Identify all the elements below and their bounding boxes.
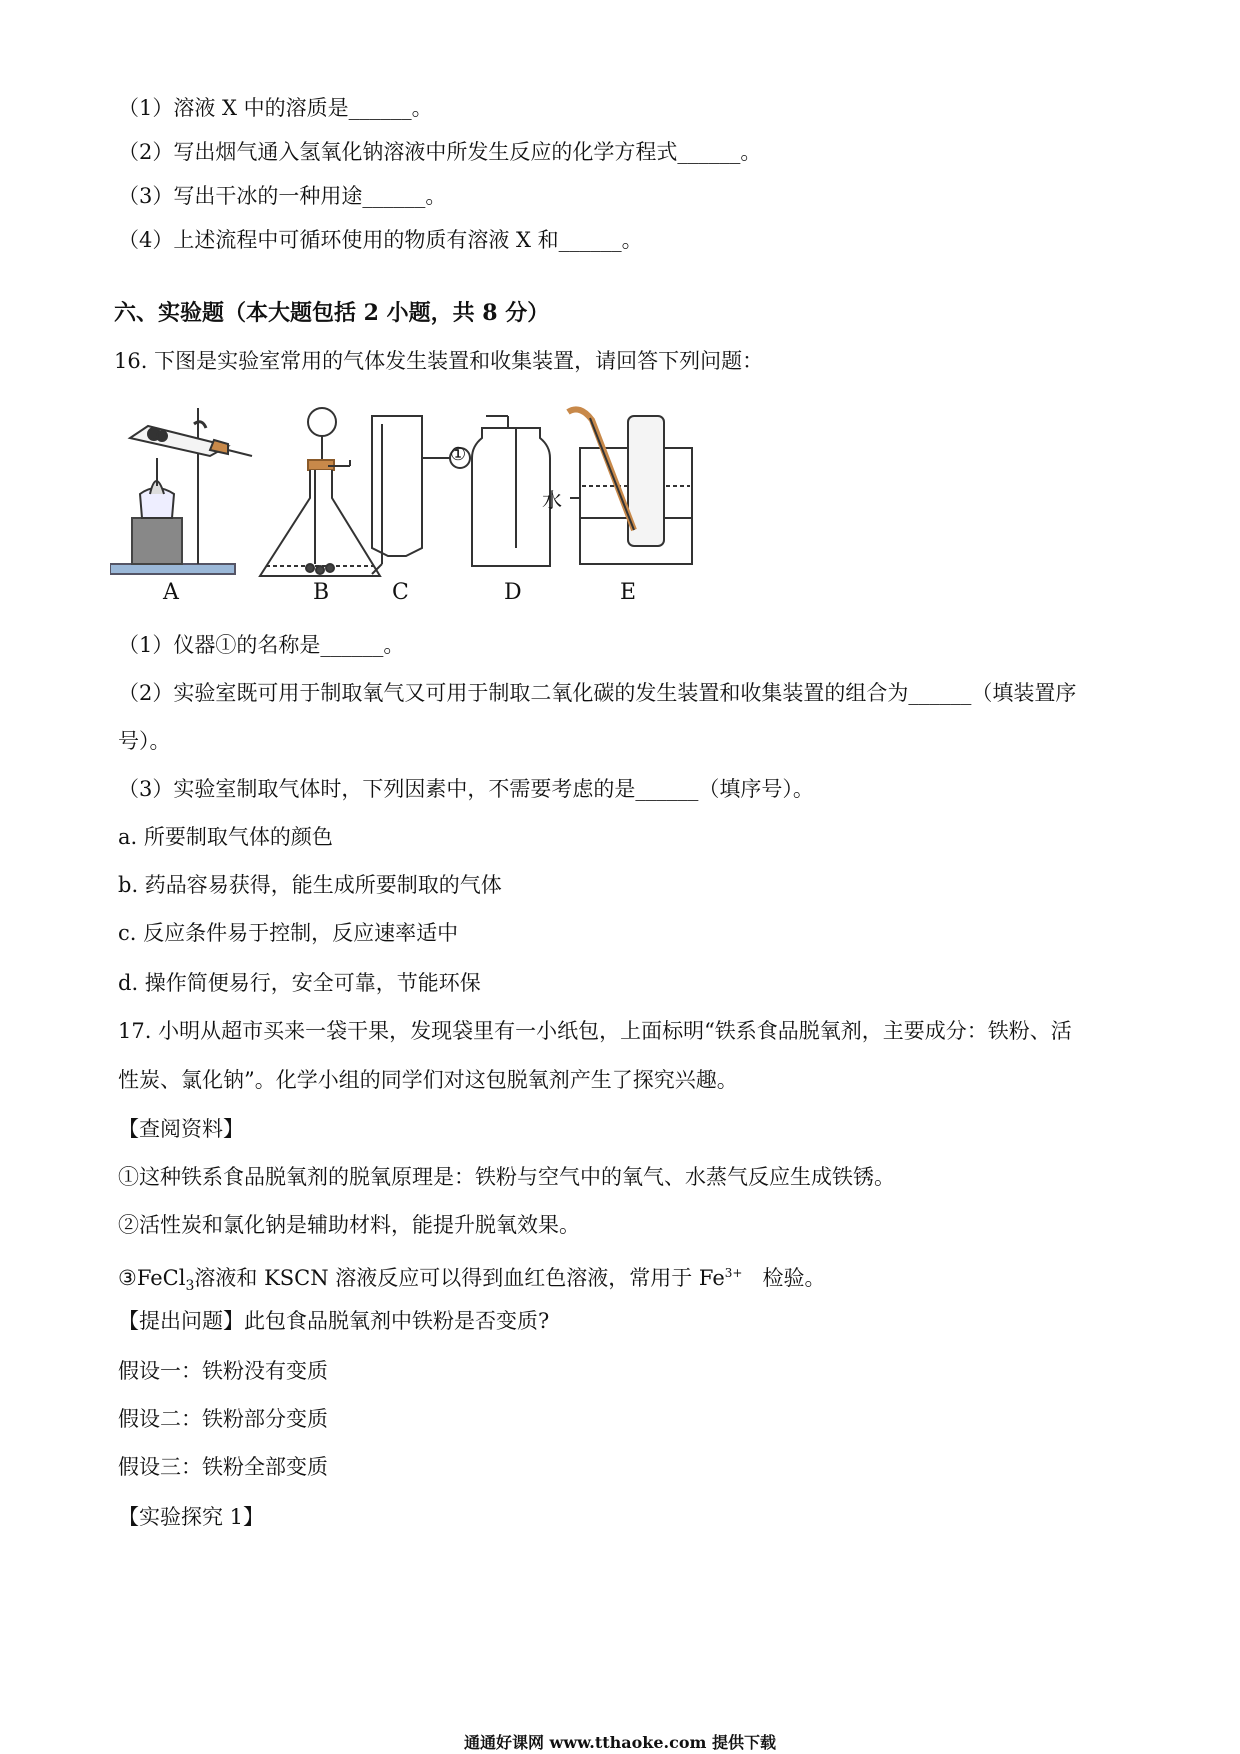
q16-stem: 16. 下图是实验室常用的气体发生装置和收集装置，请回答下列问题： bbox=[114, 349, 764, 373]
ref3-middle: 溶液和 KSCN 溶液反应可以得到血红色溶液，常用于 Fe bbox=[194, 1266, 725, 1290]
label-e: E bbox=[620, 580, 637, 605]
q17-question: 【提出问题】此包食品脱氧剂中铁粉是否变质? bbox=[118, 1309, 550, 1333]
apparatus-a bbox=[110, 408, 252, 574]
q15-part-1: （1）溶液 X 中的溶质是______。 bbox=[118, 96, 433, 120]
q15-part-4: （4）上述流程中可循环使用的物质有溶液 X 和______。 bbox=[118, 228, 643, 252]
q15-part-2: （2）写出烟气通入氢氧化钠溶液中所发生反应的化学方程式______。 bbox=[118, 140, 762, 164]
apparatus-c bbox=[372, 416, 470, 574]
ref3-suffix: 检验。 bbox=[762, 1266, 826, 1290]
section-title: 六、实验题（本大题包括 2 小题，共 8 分） bbox=[114, 300, 550, 326]
q17-ref-2: ②活性炭和氯化钠是辅助材料，能提升脱氧效果。 bbox=[118, 1213, 580, 1237]
q17-hypothesis-1: 假设一：铁粉没有变质 bbox=[118, 1359, 328, 1383]
q16-part-2: （2）实验室既可用于制取氧气又可用于制取二氧化碳的发生装置和收集装置的组合为______（填装置序 bbox=[118, 681, 1077, 705]
q17-hypothesis-2: 假设二：铁粉部分变质 bbox=[118, 1407, 328, 1431]
q16-part-1: （1）仪器①的名称是______。 bbox=[118, 633, 405, 657]
apparatus-e bbox=[568, 409, 692, 564]
label-a: A bbox=[163, 580, 179, 605]
ref3-prefix: ③FeCl bbox=[118, 1266, 186, 1290]
apparatus-figure bbox=[110, 398, 790, 610]
q17-hypothesis-3: 假设三：铁粉全部变质 bbox=[118, 1455, 328, 1479]
q16-option-b: b. 药品容易获得，能生成所要制取的气体 bbox=[118, 873, 502, 897]
label-d: D bbox=[504, 580, 522, 605]
q17-exp-title: 【实验探究 1】 bbox=[118, 1505, 265, 1529]
instrument-marker: ① bbox=[450, 444, 467, 465]
apparatus-d bbox=[472, 416, 550, 566]
ref3-sup: 3+ bbox=[724, 1266, 743, 1280]
q16-option-a: a. 所要制取气体的颜色 bbox=[118, 825, 333, 849]
q16-option-c: c. 反应条件易于控制，反应速率适中 bbox=[118, 921, 459, 945]
apparatus-b bbox=[260, 408, 380, 576]
label-b: B bbox=[313, 580, 330, 605]
apparatus-drawing bbox=[110, 398, 790, 610]
ref3-sub: 3 bbox=[185, 1278, 195, 1295]
q17-ref-1: ①这种铁系食品脱氧剂的脱氧原理是：铁粉与空气中的氧气、水蒸气反应生成铁锈。 bbox=[118, 1165, 895, 1189]
q16-option-d: d. 操作简便易行，安全可靠，节能环保 bbox=[118, 971, 481, 995]
water-label: 水 bbox=[542, 488, 562, 512]
label-c: C bbox=[392, 580, 409, 605]
q16-part-2-cont: 号）。 bbox=[118, 729, 171, 753]
page-footer: 通通好课网 www.tthaoke.com 提供下载 bbox=[463, 1733, 777, 1752]
q17-ref-3 bbox=[118, 1258, 826, 1301]
q17-stem-2: 性炭、氯化钠”。化学小组的同学们对这包脱氧剂产生了探究兴趣。 bbox=[118, 1068, 738, 1092]
q17-stem-1: 17. 小明从超市买来一袋干果，发现袋里有一小纸包，上面标明“铁系食品脱氧剂，主要成分：铁粉、活 bbox=[118, 1019, 1072, 1043]
q15-part-3: （3）写出干冰的一种用途______。 bbox=[118, 184, 447, 208]
q17-ref-title: 【查阅资料】 bbox=[118, 1117, 244, 1141]
q16-part-3: （3）实验室制取气体时，下列因素中，不需要考虑的是______（填序号）。 bbox=[118, 777, 814, 801]
